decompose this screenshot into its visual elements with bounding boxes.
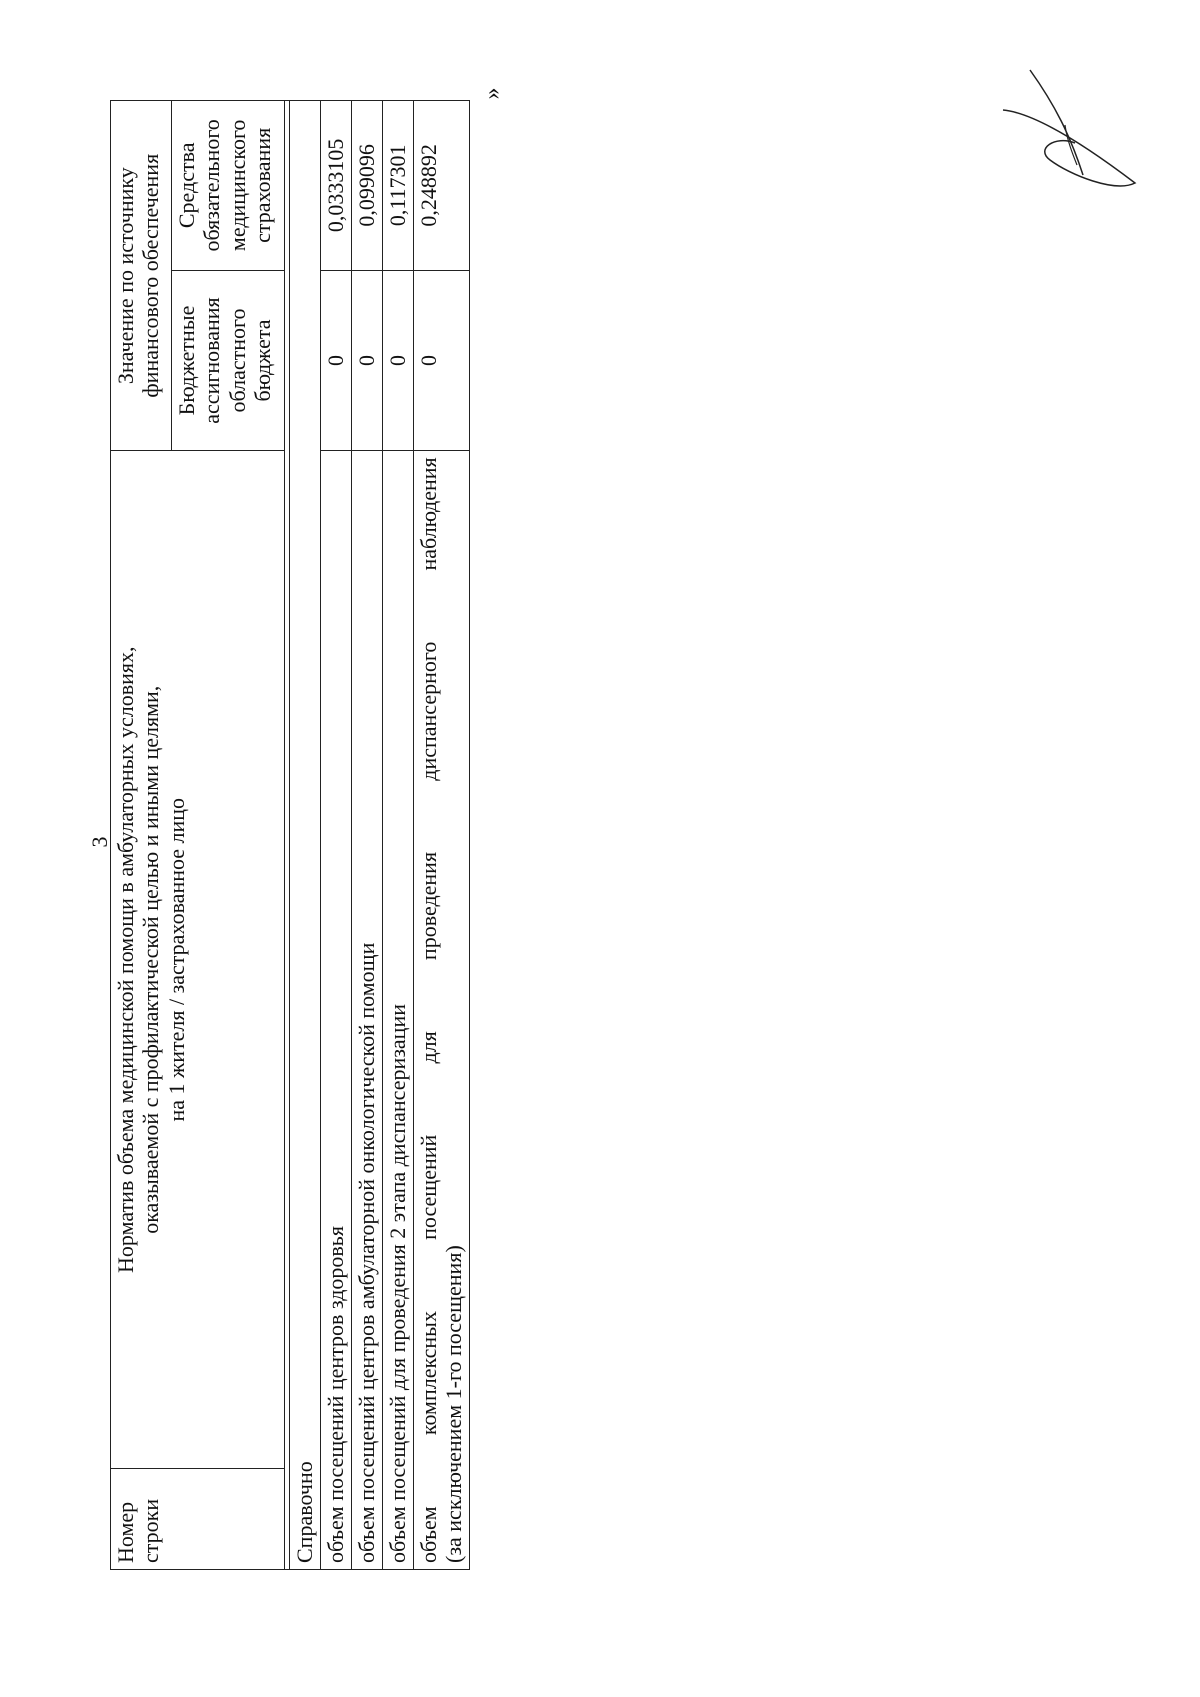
- table-row: [352, 101, 383, 1570]
- row-budget-value: 0: [321, 270, 352, 451]
- table-header-row: [111, 101, 172, 1570]
- header-row-number: Номер строки: [111, 1469, 285, 1570]
- row-oms-value: 0,248892: [414, 101, 470, 271]
- handwritten-signature: [995, 65, 1145, 215]
- header-oms-col: Средства обязательного медицинского страхования: [172, 101, 285, 271]
- header-source-title: [111, 101, 172, 451]
- header-budget-col: Бюджетные ассигнования областного бюджета: [172, 270, 285, 451]
- table-row: [414, 101, 470, 1570]
- page-number: 3: [87, 836, 112, 848]
- rotated-table-container: [110, 100, 510, 1570]
- row-budget-value: 0: [383, 270, 414, 451]
- norm-title-line1: Норматив объема медицинской помощи в амбулаторных условиях,: [113, 646, 138, 1273]
- closing-quote: »: [479, 87, 506, 100]
- row-label-line1: объем комплексных посещений для проведения диспансерного наблюдения: [416, 457, 441, 1563]
- section-label: Справочно: [290, 101, 321, 1570]
- row-label: объем посещений центров амбулаторной онкологической помощи: [352, 451, 383, 1570]
- row-label: объем посещений центров здоровья: [321, 451, 352, 1570]
- norm-title-line2: оказываемой с профилактической целью и иными целями,: [138, 685, 164, 1234]
- table-row: [383, 101, 414, 1570]
- row-label: [414, 451, 470, 1570]
- norms-table: [110, 100, 470, 1570]
- header-norm-title: [111, 451, 285, 1469]
- row-oms-value: 0,0333105: [321, 101, 352, 271]
- row-label: объем посещений для проведения 2 этапа диспансеризации: [383, 451, 414, 1570]
- row-budget-value: 0: [352, 270, 383, 451]
- row-oms-value: 0,117301: [383, 101, 414, 271]
- norm-title-line3: на 1 жителя / застрахованное лицо: [163, 797, 189, 1122]
- source-title-line1: Значение по источнику: [113, 167, 138, 385]
- row-budget-value: 0: [414, 270, 470, 451]
- row-label-line2: (за исключением 1-го посещения): [441, 1245, 467, 1563]
- table-row: [321, 101, 352, 1570]
- row-oms-value: 0,099096: [352, 101, 383, 271]
- source-title-line2: финансового обеспечения: [138, 153, 164, 398]
- section-row: [290, 101, 321, 1570]
